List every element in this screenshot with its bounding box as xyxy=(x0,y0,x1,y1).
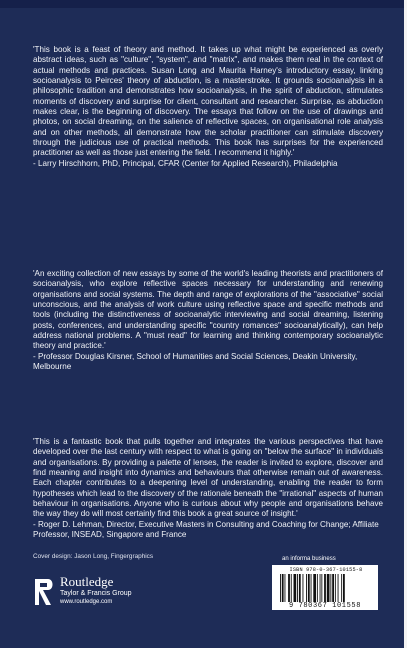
publisher-name: Routledge xyxy=(60,574,114,589)
barcode-digits: 9 780367 101558 xyxy=(288,602,361,610)
cover-design-credit: Cover design: Jason Long, Fingergraphics xyxy=(33,553,154,560)
publisher-url: www.routledge.com xyxy=(60,599,113,605)
review-2-text: 'An exciting collection of new essays by some of the world's leading theorists and practitioners of socioanalysis, who explore reflective spaces necessary for understanding and renewing organisations and social systems. The depth and range of explorations of the "associative" social unconscious, and the analysis of work culture using reflective space and specific methods and tools (including the distinctiveness of socioanalytic interviewing and social dreaming, listening posts, conferences, and understanding specific "country romances" socioanalytically), can help address national problems. A "must read" for learning and thinking contemporary socioanalytic theory and practice.' xyxy=(33,269,383,351)
review-1-text: 'This book is a feast of theory and method. It takes up what might be experienced as overly abstract ideas, such as "culture", "system", and "matrix", and makes them real in the context of actual methods and practices. Susan Long and Maurita Harney's introductory essay, linking socioanalysis to Peirces' theory of abduction, is a masterstroke. It grounds socioanalysis in a philosophic tradition and demonstrates how socioanalysis, in the spirit of abduction, stimulates moments of discovery and surprise for client, consultant and researcher. Surprise, as abduction makes clear, is the beginning of discovery. The essays that follow on the use of drawings and photos, on social dreaming, on the salience of reflective spaces, on organisational role analysis and on other methods, all demonstrate how the scholar practitioner can stimulate discovery through the judicious use of practical methods. This book has surprises for the experienced practitioner as well as those just entering the field. I recommend it highly.' xyxy=(33,45,383,158)
review-3-attribution: - Roger D. Lehman, Director, Executive Masters in Consulting and Coaching for Change; Affiliate Professor, INSEAD, Singapore and France xyxy=(33,519,379,540)
review-3 xyxy=(33,437,383,540)
review-2-attribution: - Professor Douglas Kirsner, School of Humanities and Social Sciences, Deakin University, Melbourne xyxy=(33,351,358,372)
review-1 xyxy=(33,45,383,169)
review-1-attribution: - Larry Hirschhorn, PhD, Principal, CFAR (Center for Applied Research), Philadelphia xyxy=(33,158,338,168)
barcode xyxy=(272,565,378,610)
review-3-text: 'This is a fantastic book that pulls together and integrates the various perspectives that have developed over the last century with respect to what is going on "below the surface" in individuals and organisations. By providing a palette of lenses, the reader is invited to explore, discover and find meaning and insight into dynamics and behaviours that otherwise remain out of awareness. Each chapter contributes to a deepening level of understanding, enabling the reader to form hypotheses which lead to the discovery of the rationale beneath the "irrational" aspects of human behaviour in organisations. Anyone who is curious about why people and organisations behave the way they do will most certainly find this book a great source of insight.' xyxy=(33,437,383,519)
publisher-group: Taylor & Francis Group xyxy=(60,590,132,597)
routledge-logo-icon xyxy=(33,576,55,608)
informa-tagline: an informa business xyxy=(282,556,336,562)
isbn-number: ISBN 978-0-367-10155-8 xyxy=(289,567,363,573)
publisher-block xyxy=(60,575,132,607)
barcode-bars-icon xyxy=(278,574,372,602)
top-edge-strip xyxy=(0,0,404,8)
review-2 xyxy=(33,269,383,372)
